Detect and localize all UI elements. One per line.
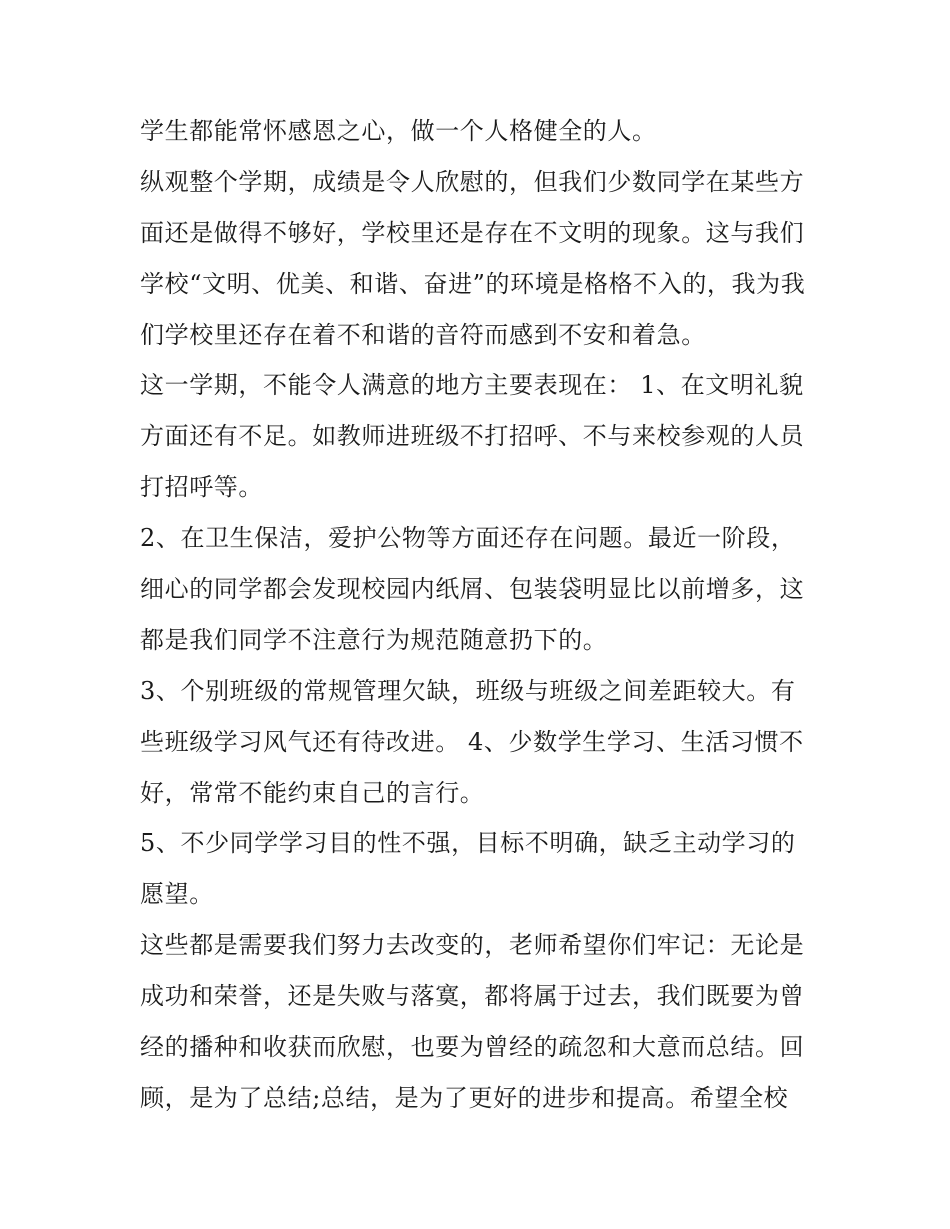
text-line: 3、个别班级的常规管理欠缺，班级与班级之间差距较大。有 [140,676,796,705]
text-line: 2、在卫生保洁，爱护公物等方面还存在问题。最近一阶段， [140,524,796,553]
text-line: 细心的同学都会发现校园内纸屑、包装袋明显比以前增多，这 [140,575,805,604]
text-line: 顾，是为了总结;总结，是为了更好的进步和提高。希望全校 [140,1083,789,1112]
text-line: 些班级学习风气还有待改进。 4、少数学生学习、生活习惯不 [140,727,804,756]
text-line: 好，常常不能约束自己的言行。 [140,778,485,807]
text-line: 经的播种和收获而欣慰，也要为曾经的疏忽和大意而总结。回 [140,1033,805,1062]
text-line: 纵观整个学期，成绩是令人欣慰的，但我们少数同学在某些方 [140,167,805,196]
text-line: 学生都能常怀感恩之心，做一个人格健全的人。 [140,117,657,145]
text-line: 都是我们同学不注意行为规范随意扔下的。 [140,625,608,654]
text-line: 面还是做得不够好，学校里还是存在不文明的现象。这与我们 [140,218,805,247]
text-line: 打招呼等。 [140,473,263,502]
body-text [140,106,820,1124]
text-line: 们学校里还存在着不和谐的音符而感到不安和着急。 [140,320,706,349]
text-line: 成功和荣誉，还是失败与落寞，都将属于过去，我们既要为曾 [140,982,805,1011]
text-line: 学校“文明、优美、和谐、奋进”的环境是格格不入的，我为我 [140,269,806,298]
text-line: 方面还有不足。如教师进班级不打招呼、不与来校参观的人员 [140,422,805,451]
text-line: 5、不少同学学习目的性不强，目标不明确，缺乏主动学习的 [140,829,796,858]
text-line: 这些都是需要我们努力去改变的，老师希望你们牢记：无论是 [140,931,805,960]
text-line: 这一学期，不能令人满意的地方主要表现在： 1、在文明礼貌 [140,371,804,400]
text-line: 愿望。 [140,880,214,909]
